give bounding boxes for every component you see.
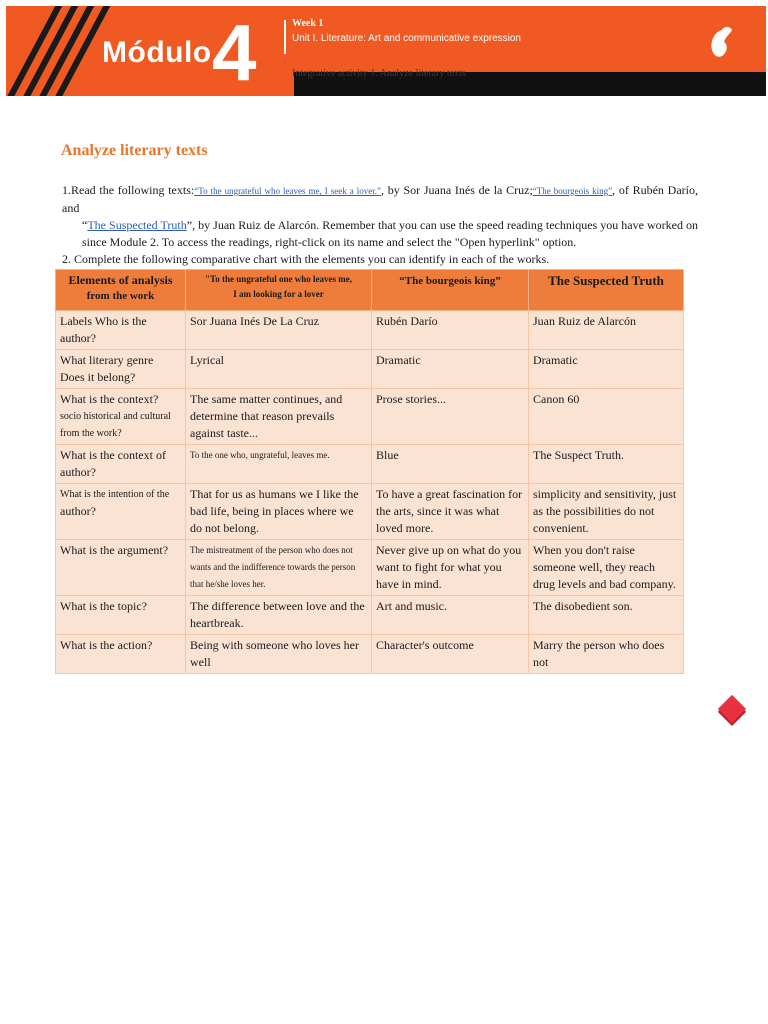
cell-line: What literary genre: [60, 353, 154, 367]
table-row: [56, 635, 684, 674]
table-row: [56, 596, 684, 635]
table-row: [56, 389, 684, 445]
instruction-text: , by Sor Juana Inés de la Cruz;: [380, 183, 533, 197]
prepa-en-linea-logo-icon: [706, 20, 750, 64]
cell-line: author?: [60, 504, 96, 518]
table-cell[interactable]: Art and music.: [372, 596, 529, 635]
header-text: from the work: [86, 290, 155, 302]
table-cell[interactable]: Never give up on what do you want to fight for what you have in mind.: [372, 540, 529, 596]
table-row: [56, 311, 684, 350]
table-cell[interactable]: What is the topic?: [56, 596, 186, 635]
table-cell[interactable]: Dramatic: [372, 350, 529, 389]
table-cell[interactable]: Rubén Darío: [372, 311, 529, 350]
table-cell[interactable]: [56, 484, 186, 540]
table-row: [56, 445, 684, 484]
table-cell[interactable]: The disobedient son.: [529, 596, 684, 635]
table-row: [56, 540, 684, 596]
instruction-text: , of Rubén Darío, and: [62, 183, 698, 215]
table-header-row: [56, 270, 684, 311]
table-cell[interactable]: That for us as humans we I like the bad life, being in places where we do not belong.: [186, 484, 372, 540]
cell-line: socio historical and cultural: [60, 411, 171, 422]
table-cell[interactable]: The same matter continues, and determine that reason prevails against taste...: [186, 389, 372, 445]
comparative-chart: [55, 269, 684, 674]
header-suspected-truth: The Suspected Truth: [529, 270, 684, 311]
cell-line: Does it belong?: [60, 370, 136, 384]
table-cell[interactable]: Labels Who is the author?: [56, 311, 186, 350]
table-cell[interactable]: simplicity and sensitivity, just as the possibilities do not convenient.: [529, 484, 684, 540]
header-sor-juana-poem: [186, 270, 372, 311]
table-cell[interactable]: Canon 60: [529, 389, 684, 445]
table-cell[interactable]: Lyrical: [186, 350, 372, 389]
table-cell[interactable]: What is the action?: [56, 635, 186, 674]
instruction-prefix: 1.Read the following texts:: [62, 183, 195, 197]
week-label: Week 1: [292, 18, 324, 29]
instruction-item-1-cont: [62, 217, 698, 251]
instruction-text: ”, by Juan Ruiz de Alarcón. Remember that you can use the speed reading techniques you have worked on since Module 2. To access the readings, right-click on its name and select the "Open hyperlink" option.: [82, 218, 698, 249]
header-text: Elements of analysis: [68, 273, 173, 287]
table-cell[interactable]: The Suspect Truth.: [529, 445, 684, 484]
header-divider: [284, 20, 286, 54]
table-cell[interactable]: Blue: [372, 445, 529, 484]
instruction-item-1: [62, 182, 698, 217]
module-label: Módulo: [102, 36, 212, 69]
table-cell[interactable]: Juan Ruiz de Alarcón: [529, 311, 684, 350]
table-cell[interactable]: [56, 350, 186, 389]
table-cell[interactable]: The mistreatment of the person who does not wants and the indifference towards the person that he/she loves her.: [186, 540, 372, 596]
header-text: "To the ungrateful one who leaves me,: [205, 274, 352, 284]
table-cell[interactable]: The difference between love and the heartbreak.: [186, 596, 372, 635]
table-cell[interactable]: Character's outcome: [372, 635, 529, 674]
table-cell[interactable]: To the one who, ungrateful, leaves me.: [186, 445, 372, 484]
header-text: I am looking for a lover: [233, 289, 324, 299]
table-row: [56, 484, 684, 540]
activity-label: Integrative activity 1. Analyze literary texts: [292, 68, 466, 79]
reading-link-bourgeois-king[interactable]: “The bourgeois king”: [532, 186, 613, 196]
instructions: [62, 182, 698, 268]
svg-text:Prepa en Línea SEP: Prepa en Línea SEP: [706, 20, 714, 21]
cell-line: What is the context?: [60, 392, 159, 406]
page-title: Analyze literary texts: [61, 142, 208, 159]
table-cell[interactable]: Being with someone who loves her well: [186, 635, 372, 674]
table-cell[interactable]: Dramatic: [529, 350, 684, 389]
table-row: [56, 350, 684, 389]
cell-line: from the work?: [60, 428, 122, 439]
reading-link-suspected-truth[interactable]: The Suspected Truth: [87, 218, 187, 232]
header-elements-of-analysis: [56, 270, 186, 311]
instruction-item-2: 2. Complete the following comparative chart with the elements you can identify in each of the works.: [62, 252, 550, 266]
table-cell[interactable]: [56, 389, 186, 445]
table-cell[interactable]: What is the argument?: [56, 540, 186, 596]
module-number: 4: [212, 8, 257, 96]
module-header-banner: [6, 6, 766, 96]
table-cell[interactable]: What is the context of author?: [56, 445, 186, 484]
table-cell[interactable]: When you don't raise someone well, they reach drug levels and bad company.: [529, 540, 684, 596]
quote-mark: “: [82, 218, 88, 232]
table-cell[interactable]: Marry the person who does not: [529, 635, 684, 674]
table-cell[interactable]: Prose stories...: [372, 389, 529, 445]
table-cell[interactable]: To have a great fascination for the arts, since it was what loved more.: [372, 484, 529, 540]
cell-line: What is the intention of the: [60, 489, 170, 500]
unit-label: Unit I. Literature: Art and communicative expression: [292, 33, 521, 44]
header-bourgeois-king: “The bourgeois king”: [372, 270, 529, 311]
decorative-diamond-icon: [718, 695, 746, 723]
reading-link-sor-juana[interactable]: “To the ungrateful who leaves me, I seek a lover.”: [194, 186, 381, 196]
table-cell[interactable]: Sor Juana Inés De La Cruz: [186, 311, 372, 350]
